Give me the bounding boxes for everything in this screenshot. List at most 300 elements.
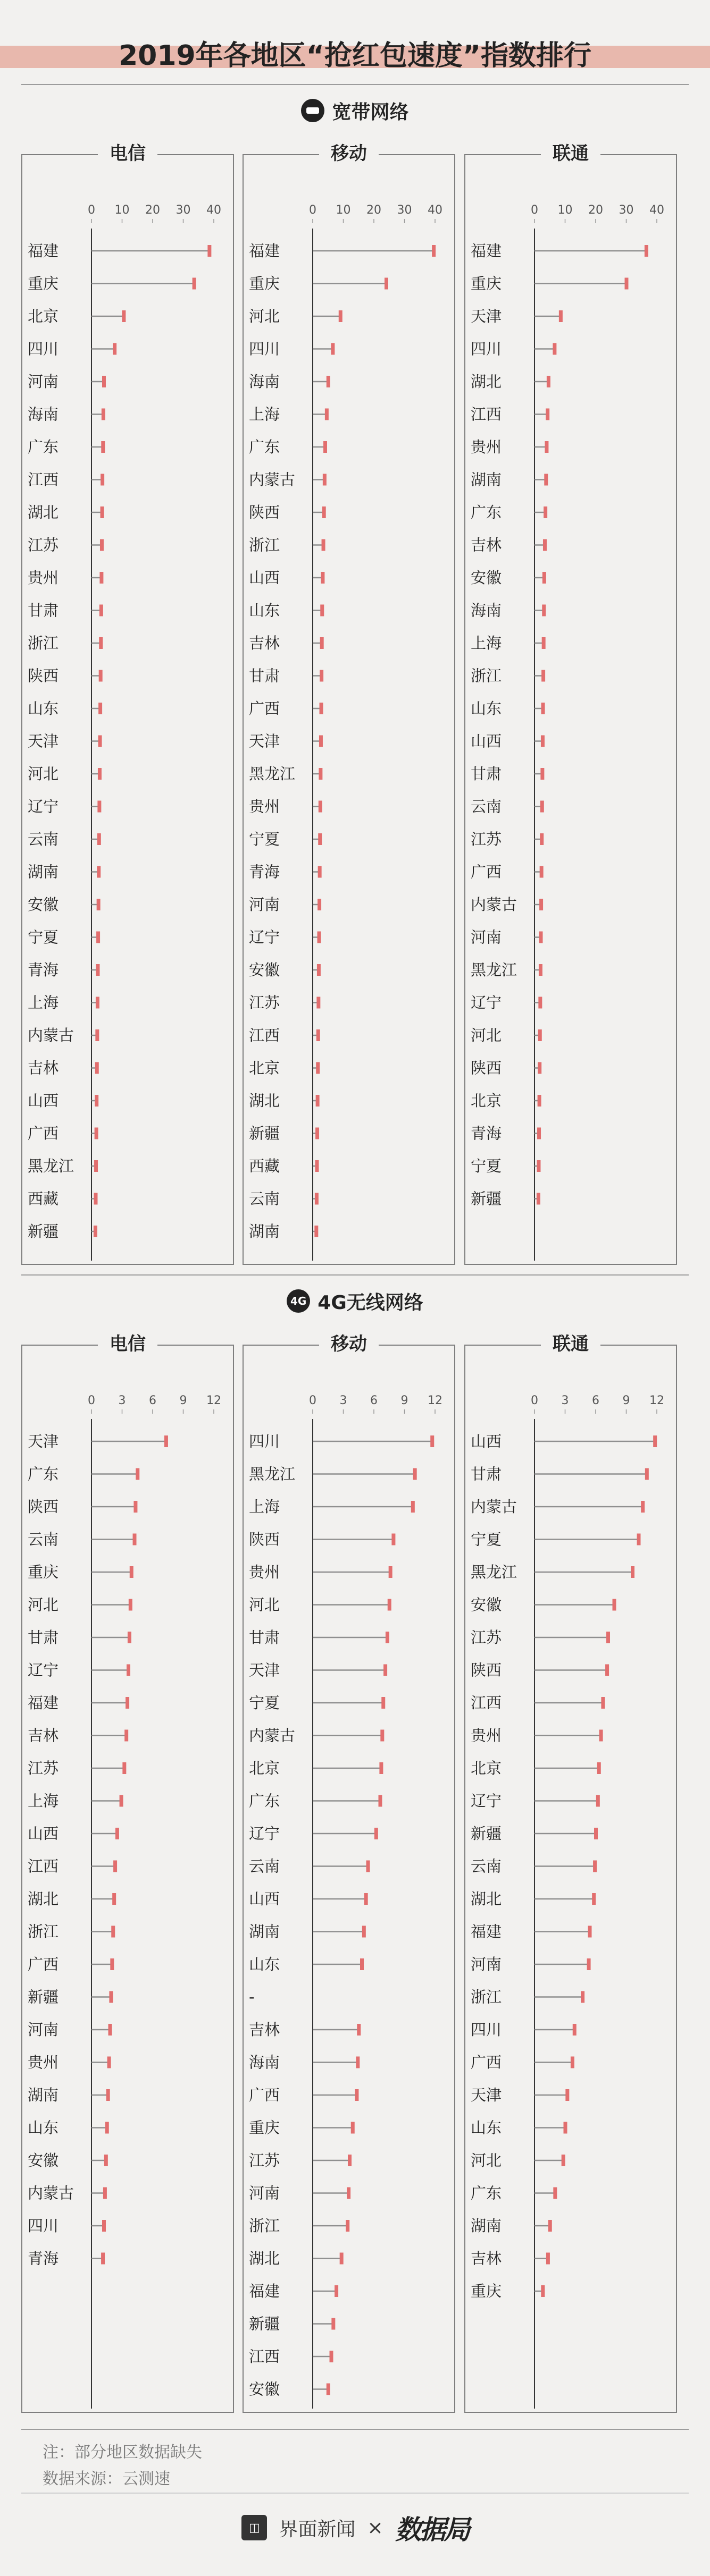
row-label: 黑龙江 <box>471 961 517 979</box>
bar-mark <box>544 474 548 486</box>
row-label: 山西 <box>471 1432 502 1450</box>
row-label: 天津 <box>28 732 59 750</box>
row-label: 贵州 <box>249 1563 280 1581</box>
bar-mark <box>381 1697 385 1709</box>
row-label: 陕西 <box>471 1059 502 1077</box>
bar-mark <box>430 1435 434 1447</box>
bar-mark <box>587 1958 591 1970</box>
bar-mark <box>366 1861 370 1872</box>
bar-chart <box>465 155 676 1264</box>
divider <box>21 2429 689 2430</box>
row-label: 四川 <box>471 340 502 358</box>
tick-label: 9 <box>179 1394 187 1407</box>
bar-mark <box>411 1501 415 1513</box>
row-label: 吉林 <box>249 2021 280 2039</box>
row-label: 山东 <box>28 2118 59 2137</box>
tick-label: 10 <box>336 204 351 217</box>
bar-mark <box>99 605 103 616</box>
row-label: 上海 <box>28 993 59 1012</box>
row-label: 广西 <box>28 1955 59 1973</box>
bar-mark <box>207 245 211 257</box>
row-label: 江西 <box>249 2347 280 2366</box>
row-label: 贵州 <box>471 1726 502 1745</box>
bar-mark <box>321 572 324 584</box>
bar-mark <box>94 1226 97 1237</box>
bar-mark <box>542 605 546 616</box>
bar-mark <box>541 703 545 714</box>
divider <box>21 2493 689 2494</box>
bar-mark <box>543 539 547 551</box>
row-label: 河南 <box>471 1955 502 1973</box>
row-label: 内蒙古 <box>28 2184 74 2202</box>
bar-mark <box>385 278 388 290</box>
bar-mark <box>111 1926 115 1938</box>
row-label: 湖南 <box>28 2086 59 2104</box>
row-label: 江西 <box>28 1857 59 1876</box>
bar-mark <box>599 1730 603 1742</box>
panel-title: 移动 <box>319 1333 379 1355</box>
row-label: 宁夏 <box>28 928 59 947</box>
brand-name: 界面新闻 <box>279 2518 356 2540</box>
bar-mark <box>102 2220 106 2232</box>
divider <box>21 84 689 85</box>
tick-label: 30 <box>619 204 634 217</box>
bar-mark <box>544 506 547 518</box>
tick-label: 0 <box>88 204 95 217</box>
row-label: 内蒙古 <box>249 1726 296 1745</box>
row-label: 青海 <box>249 863 280 881</box>
tick-label: 3 <box>118 1394 126 1407</box>
bar-mark <box>540 768 544 780</box>
tick-label: 6 <box>592 1394 599 1407</box>
bar-mark <box>95 1128 98 1139</box>
panel-title: 电信 <box>98 143 157 164</box>
row-label: 吉林 <box>28 1726 59 1745</box>
tick-label: 0 <box>88 1394 95 1407</box>
bar-mark <box>102 376 106 387</box>
row-label: 河北 <box>28 765 59 783</box>
bar-mark <box>113 1861 117 1872</box>
row-label: 天津 <box>249 1661 280 1679</box>
bar-mark <box>357 2024 361 2036</box>
bar-mark <box>318 866 322 878</box>
row-label: 安徽 <box>28 2151 59 2169</box>
row-label: 甘肃 <box>471 765 502 783</box>
row-label: 贵州 <box>249 797 280 816</box>
bar-mark <box>322 506 326 518</box>
row-label: 广西 <box>249 699 280 717</box>
row-label: 福建 <box>28 242 59 260</box>
row-label: 内蒙古 <box>28 1026 74 1044</box>
bar-mark <box>95 1029 99 1041</box>
bar-mark <box>637 1534 641 1545</box>
bar-mark <box>130 1566 133 1578</box>
row-label: 安徽 <box>249 961 280 979</box>
bar-mark <box>94 1160 98 1172</box>
tick-label: 3 <box>339 1394 347 1407</box>
footer-source: 数据来源：云测速 <box>43 2470 170 2488</box>
bar-mark <box>95 1062 99 1074</box>
bar-mark <box>388 1599 391 1611</box>
row-label: 西藏 <box>249 1157 280 1175</box>
bar-mark <box>335 2285 338 2297</box>
bar-mark <box>548 2220 552 2232</box>
tick-label: 40 <box>206 204 221 217</box>
bar-mark <box>99 572 103 584</box>
row-label: 内蒙古 <box>471 1498 517 1516</box>
bar-mark <box>537 1128 541 1139</box>
row-label: 陕西 <box>249 1530 280 1549</box>
row-label: 江苏 <box>249 2151 280 2169</box>
bar-mark <box>386 1632 389 1643</box>
bar-mark <box>97 899 101 910</box>
bar-chart <box>465 1346 676 2412</box>
bar-mark <box>318 833 322 845</box>
bar-mark <box>351 2122 355 2134</box>
bar-mark <box>320 637 324 649</box>
bar-mark <box>542 637 546 649</box>
bar-mark <box>592 1893 596 1905</box>
row-label: 贵州 <box>28 2053 59 2072</box>
bar-mark <box>597 1762 601 1774</box>
tick-label: 9 <box>400 1394 408 1407</box>
row-label: 河北 <box>471 1026 502 1044</box>
row-label: 四川 <box>28 340 59 358</box>
bar-mark <box>316 1029 320 1041</box>
bar-mark <box>319 768 322 780</box>
row-label: 广西 <box>28 1124 59 1143</box>
row-label: 湖北 <box>471 1890 502 1908</box>
row-label: 安徽 <box>28 896 59 914</box>
bar-mark <box>553 2188 557 2199</box>
bar-mark <box>564 2122 567 2134</box>
row-label: 江苏 <box>249 993 280 1012</box>
page-title: 2019年各地区“抢红包速度”指数排行 <box>118 40 592 72</box>
bar-mark <box>364 1893 368 1905</box>
bar-mark <box>331 2318 335 2330</box>
bar-mark <box>581 1991 584 2003</box>
bar-mark <box>316 1095 320 1107</box>
row-label: 广东 <box>28 1465 59 1483</box>
bar-mark <box>546 409 549 420</box>
row-label: 重庆 <box>471 2282 502 2300</box>
bar-mark <box>389 1566 392 1578</box>
row-label: 甘肃 <box>28 1628 59 1646</box>
bar-mark <box>547 376 550 387</box>
bar-mark <box>318 932 321 943</box>
bar-mark <box>315 1160 319 1172</box>
bar-mark <box>601 1697 605 1709</box>
row-label: 贵州 <box>471 438 502 456</box>
row-label: 北京 <box>28 307 59 325</box>
4g-icon: 4G <box>287 1289 310 1313</box>
row-label: 黑龙江 <box>471 1563 517 1581</box>
bar-mark <box>98 768 102 780</box>
row-label: 湖南 <box>471 470 502 489</box>
row-label: 北京 <box>471 1759 502 1777</box>
row-label: 新疆 <box>28 1988 59 2006</box>
bar-mark <box>538 1062 541 1074</box>
bar-mark <box>112 1893 116 1905</box>
row-label: 青海 <box>28 2249 59 2268</box>
row-label: 重庆 <box>471 274 502 293</box>
panel-title: 电信 <box>98 1333 157 1355</box>
row-label: 海南 <box>249 373 280 391</box>
bar-mark <box>545 441 548 453</box>
row-label: 广西 <box>249 2086 280 2104</box>
bar-mark <box>107 2057 111 2068</box>
row-label: 安徽 <box>471 1595 502 1614</box>
bar-mark <box>133 1534 137 1545</box>
bar-mark <box>98 703 102 714</box>
bar-mark <box>97 801 101 813</box>
bar-mark <box>346 2220 349 2232</box>
jiemian-logo-icon: ◫ <box>241 2515 267 2540</box>
row-label: 江西 <box>471 1694 502 1712</box>
tick-label: 10 <box>557 204 573 217</box>
row-label: 宁夏 <box>471 1530 502 1549</box>
row-label: 浙江 <box>28 634 59 652</box>
bar-mark <box>362 1926 366 1938</box>
bar-mark <box>339 310 343 322</box>
row-label: 河南 <box>28 373 59 391</box>
row-label: 吉林 <box>28 1059 59 1077</box>
broadband-icon <box>301 99 324 122</box>
tick-label: 6 <box>370 1394 378 1407</box>
row-label: 云南 <box>249 1857 280 1876</box>
divider <box>21 1274 689 1276</box>
row-label: 江苏 <box>28 1759 59 1777</box>
row-label: 新疆 <box>249 2315 280 2333</box>
row-label: 山东 <box>471 2118 502 2137</box>
row-label: 天津 <box>471 2086 502 2104</box>
row-label: 河北 <box>28 1595 59 1614</box>
bar-mark <box>317 964 321 976</box>
bar-mark <box>539 899 543 910</box>
row-label: 陕西 <box>28 666 59 685</box>
bar-mark <box>380 1730 384 1742</box>
bar-mark <box>641 1501 645 1513</box>
row-label: 新疆 <box>28 1222 59 1240</box>
bar-mark <box>605 1665 609 1676</box>
bar-mark <box>314 1226 318 1237</box>
row-label: 浙江 <box>249 2217 280 2235</box>
bar-mark <box>320 670 323 682</box>
bar-mark <box>97 866 101 878</box>
bar-mark <box>542 572 546 584</box>
row-label: 河南 <box>249 2184 280 2202</box>
row-label: 安徽 <box>471 569 502 587</box>
footer-notes <box>43 2439 202 2493</box>
bar-mark <box>537 1160 540 1172</box>
bar-mark <box>546 2253 550 2265</box>
row-label: 湖北 <box>28 1890 59 1908</box>
row-label: 吉林 <box>471 2249 502 2268</box>
row-label: 福建 <box>249 2282 280 2300</box>
row-label: 江西 <box>28 470 59 489</box>
bar-mark <box>101 441 105 453</box>
row-label: 浙江 <box>471 666 502 685</box>
row-label: 黑龙江 <box>249 1465 296 1483</box>
bar-mark <box>348 2155 352 2166</box>
bar-mark <box>323 474 327 486</box>
row-label: 重庆 <box>28 274 59 293</box>
row-label: 江苏 <box>471 830 502 848</box>
row-label: 新疆 <box>249 1124 280 1143</box>
tick-label: 20 <box>366 204 381 217</box>
bar-mark <box>128 1632 131 1643</box>
row-label: 甘肃 <box>28 601 59 620</box>
tick-label: 10 <box>114 204 130 217</box>
bar-mark <box>319 736 323 747</box>
row-label: 山西 <box>471 732 502 750</box>
bar-mark <box>588 1926 592 1938</box>
row-label: 河北 <box>249 307 280 325</box>
row-label: 云南 <box>249 1189 280 1208</box>
row-label: 重庆 <box>249 274 280 293</box>
bar-mark <box>136 1468 139 1480</box>
bar-mark <box>594 1828 598 1839</box>
tick-label: 30 <box>176 204 191 217</box>
footer-logos <box>0 2509 710 2547</box>
bar-mark <box>193 278 196 290</box>
row-label: 湖南 <box>471 2217 502 2235</box>
row-label: 陕西 <box>249 503 280 521</box>
bar-mark <box>347 2188 350 2199</box>
bar-mark <box>539 932 543 943</box>
row-label: 浙江 <box>471 1988 502 2006</box>
tick-label: 0 <box>531 1394 538 1407</box>
bar-mark <box>106 2089 110 2101</box>
row-label: 广西 <box>471 863 502 881</box>
tick-label: 30 <box>397 204 412 217</box>
row-label: 吉林 <box>471 536 502 554</box>
row-label: 青海 <box>471 1124 502 1143</box>
tick-label: 0 <box>531 204 538 217</box>
row-label: 宁夏 <box>471 1157 502 1175</box>
row-label: 海南 <box>249 2053 280 2072</box>
bar-mark <box>331 343 335 355</box>
section-heading-broadband: 宽带网络 <box>0 96 710 125</box>
row-label: 西藏 <box>28 1189 59 1208</box>
bar-mark <box>432 245 436 257</box>
footer-note: 注：部分地区数据缺失 <box>43 2443 202 2462</box>
bar-mark <box>573 2024 577 2036</box>
row-label: 北京 <box>249 1059 280 1077</box>
bar-mark <box>596 1795 600 1807</box>
bar-mark <box>315 1193 319 1205</box>
row-label: 宁夏 <box>249 1694 280 1712</box>
row-label: - <box>249 1988 255 2006</box>
row-label: 江苏 <box>28 536 59 554</box>
row-label: 河南 <box>471 928 502 947</box>
row-label: 辽宁 <box>471 1792 502 1810</box>
row-label: 云南 <box>471 797 502 816</box>
tick-label: 9 <box>622 1394 630 1407</box>
row-label: 湖南 <box>249 1922 280 1941</box>
bar-mark <box>318 899 321 910</box>
bar-mark <box>356 2057 360 2068</box>
bar-mark <box>122 310 126 322</box>
bar-mark <box>355 2089 358 2101</box>
row-label: 江苏 <box>471 1628 502 1646</box>
bar-mark <box>122 1762 126 1774</box>
row-label: 海南 <box>28 405 59 424</box>
row-label: 陕西 <box>471 1661 502 1679</box>
row-label: 福建 <box>471 1922 502 1941</box>
row-label: 吉林 <box>249 634 280 652</box>
row-label: 云南 <box>28 830 59 848</box>
bar-mark <box>340 2253 344 2265</box>
row-label: 四川 <box>249 1432 280 1450</box>
times-sign: × <box>367 2516 383 2539</box>
row-label: 广东 <box>28 438 59 456</box>
row-label: 新疆 <box>471 1189 502 1208</box>
row-label: 山东 <box>249 1955 280 1973</box>
row-label: 广西 <box>471 2053 502 2072</box>
tick-label: 40 <box>428 204 442 217</box>
bar-mark <box>540 866 544 878</box>
bar-mark <box>120 1795 123 1807</box>
row-label: 重庆 <box>28 1563 59 1581</box>
tick-label: 0 <box>309 204 316 217</box>
row-label: 北京 <box>249 1759 280 1777</box>
bar-mark <box>593 1861 597 1872</box>
panel-title: 联通 <box>541 1333 600 1355</box>
bar-mark <box>565 2089 569 2101</box>
row-label: 山东 <box>28 699 59 717</box>
row-label: 云南 <box>28 1530 59 1549</box>
bar-mark <box>540 833 544 845</box>
row-label: 山西 <box>249 1890 280 1908</box>
row-label: 湖南 <box>249 1222 280 1240</box>
row-label: 湖北 <box>249 2249 280 2268</box>
bar-mark <box>538 1029 542 1041</box>
bar-mark <box>613 1599 616 1611</box>
bar-mark <box>99 670 103 682</box>
bar-mark <box>164 1435 168 1447</box>
row-label: 山东 <box>471 699 502 717</box>
row-label: 浙江 <box>249 536 280 554</box>
bar-mark <box>562 2155 565 2166</box>
bar-mark <box>323 441 327 453</box>
bar-mark <box>631 1566 634 1578</box>
row-label: 黑龙江 <box>28 1157 74 1175</box>
row-label: 上海 <box>249 1498 280 1516</box>
tick-label: 12 <box>649 1394 664 1407</box>
bar-mark <box>96 964 100 976</box>
bar-mark <box>327 2384 330 2395</box>
bar-mark <box>625 278 629 290</box>
bar-mark <box>110 1958 114 1970</box>
bar-mark <box>379 1795 382 1807</box>
row-label: 辽宁 <box>28 797 59 816</box>
bar-mark <box>126 1697 129 1709</box>
bar-mark <box>109 1991 113 2003</box>
row-label: 内蒙古 <box>249 470 296 489</box>
row-label: 云南 <box>471 1857 502 1876</box>
row-label: 江西 <box>471 405 502 424</box>
bar-mark <box>330 2351 333 2362</box>
row-label: 辽宁 <box>249 1825 280 1843</box>
bar-chart <box>244 1346 454 2412</box>
row-label: 广东 <box>249 1792 280 1810</box>
row-label: 湖南 <box>28 863 59 881</box>
row-label: 湖北 <box>471 373 502 391</box>
bar-mark <box>606 1632 610 1643</box>
section-heading-4g: 4G 4G无线网络 <box>0 1286 710 1316</box>
bar-mark <box>129 1599 132 1611</box>
